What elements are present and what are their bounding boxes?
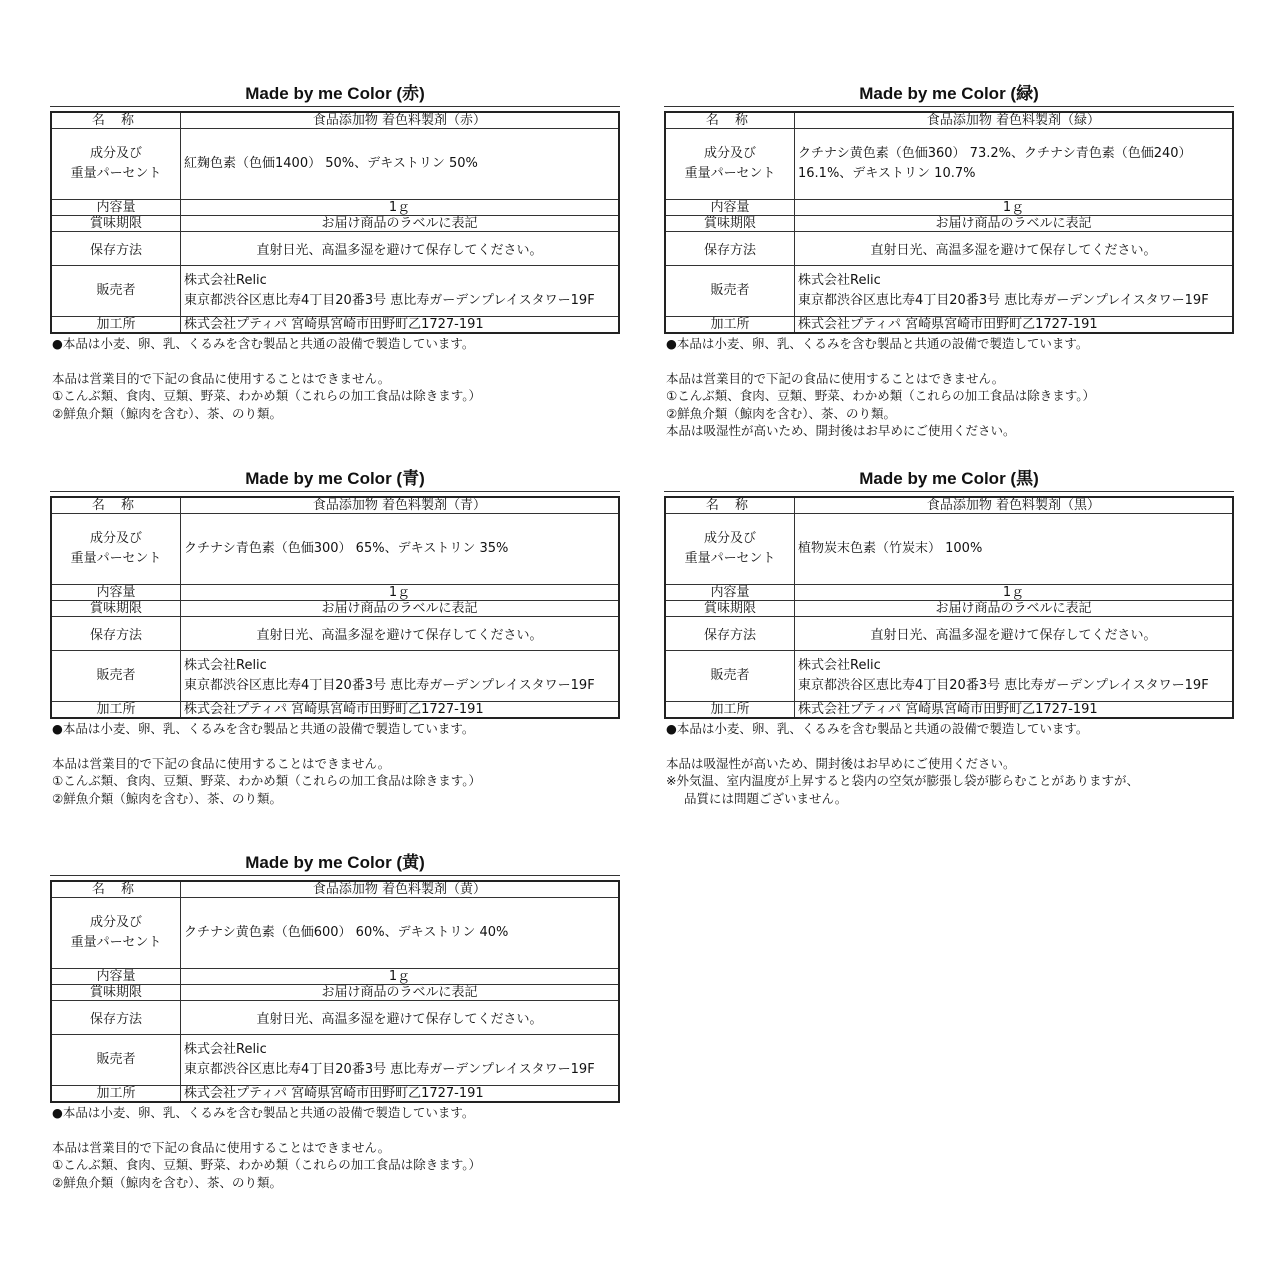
label-content: 内容量: [665, 585, 795, 601]
label-name: 名 称: [665, 497, 795, 514]
content-value: 1ｇ: [795, 585, 1234, 601]
composition-value: クチナシ黄色素（色価360） 73.2%、クチナシ青色素（色価240） 16.1%、デキストリン 10.7%: [795, 129, 1234, 200]
panel-green: [664, 83, 1234, 440]
content-value: 1ｇ: [181, 200, 620, 216]
usage-note: ②鮮魚介類（鯨肉を含む）、茶、のり類。: [52, 790, 282, 806]
processor-value: 株式会社プティパ 宮崎県宮崎市田野町乙1727-191: [181, 702, 620, 719]
content-value: 1ｇ: [795, 200, 1234, 216]
label-seller: 販売者: [51, 266, 181, 317]
name-value: 食品添加物 着色料製剤（黒）: [795, 497, 1234, 514]
processor-value: 株式会社プティパ 宮崎県宮崎市田野町乙1727-191: [181, 1086, 620, 1103]
usage-note: ②鮮魚介類（鯨肉を含む）、茶、のり類。: [52, 1174, 282, 1190]
expiry-value: お届け商品のラベルに表記: [181, 601, 620, 617]
allergen-note: ●本品は小麦、卵、乳、くるみを含む製品と共通の設備で製造しています。: [52, 1105, 475, 1120]
notes: [50, 335, 620, 422]
label-processor: 加工所: [51, 702, 181, 719]
panel-yellow: [50, 852, 620, 1191]
label-storage: 保存方法: [51, 617, 181, 651]
composition-value: 紅麹色素（色価1400） 50%、デキストリン 50%: [181, 129, 620, 200]
label-processor: 加工所: [51, 317, 181, 334]
usage-note: 本品は営業目的で下記の食品に使用することはできません。: [52, 370, 391, 386]
name-value: 食品添加物 着色料製剤（青）: [181, 497, 620, 514]
processor-value: 株式会社プティパ 宮崎県宮崎市田野町乙1727-191: [795, 702, 1234, 719]
panel-title: Made by me Color (緑): [664, 83, 1234, 107]
allergen-note: ●本品は小麦、卵、乳、くるみを含む製品と共通の設備で製造しています。: [666, 721, 1089, 736]
composition-value: クチナシ青色素（色価300） 65%、デキストリン 35%: [181, 514, 620, 585]
panel-black: [664, 468, 1234, 807]
allergen-note: ●本品は小麦、卵、乳、くるみを含む製品と共通の設備で製造しています。: [52, 721, 475, 736]
storage-value: 直射日光、高温多湿を避けて保存してください。: [181, 232, 620, 266]
spec-table: [50, 111, 620, 334]
label-name: 名 称: [665, 112, 795, 129]
composition-value: クチナシ黄色素（色価600） 60%、デキストリン 40%: [181, 898, 620, 969]
name-value: 食品添加物 着色料製剤（緑）: [795, 112, 1234, 129]
usage-note: 本品は営業目的で下記の食品に使用することはできません。: [52, 1139, 391, 1155]
label-name: 名 称: [51, 497, 181, 514]
panel-title: Made by me Color (青): [50, 468, 620, 492]
label-processor: 加工所: [51, 1086, 181, 1103]
label-name: 名 称: [51, 112, 181, 129]
notes: [50, 720, 620, 807]
label-storage: 保存方法: [51, 232, 181, 266]
processor-value: 株式会社プティパ 宮崎県宮崎市田野町乙1727-191: [795, 317, 1234, 334]
notes: [50, 1104, 620, 1191]
storage-value: 直射日光、高温多湿を避けて保存してください。: [181, 1001, 620, 1035]
label-composition: 成分及び 重量パーセント: [51, 129, 181, 200]
label-expiry: 賞味期限: [51, 216, 181, 232]
label-storage: 保存方法: [665, 232, 795, 266]
allergen-note: ●本品は小麦、卵、乳、くるみを含む製品と共通の設備で製造しています。: [52, 336, 475, 351]
label-expiry: 賞味期限: [665, 601, 795, 617]
content-value: 1ｇ: [181, 585, 620, 601]
panel-title: Made by me Color (赤): [50, 83, 620, 107]
seller-value: 株式会社Relic 東京都渋谷区恵比寿4丁目20番3号 恵比寿ガーデンプレイスタワー19F: [181, 266, 620, 317]
storage-value: 直射日光、高温多湿を避けて保存してください。: [795, 617, 1234, 651]
label-seller: 販売者: [665, 651, 795, 702]
processor-value: 株式会社プティパ 宮崎県宮崎市田野町乙1727-191: [181, 317, 620, 334]
label-expiry: 賞味期限: [665, 216, 795, 232]
composition-value: 植物炭末色素（竹炭末） 100%: [795, 514, 1234, 585]
label-processor: 加工所: [665, 702, 795, 719]
expiry-value: お届け商品のラベルに表記: [181, 985, 620, 1001]
name-value: 食品添加物 着色料製剤（黄）: [181, 881, 620, 898]
panel-blue: [50, 468, 620, 807]
content-value: 1ｇ: [181, 969, 620, 985]
panel-title: Made by me Color (黄): [50, 852, 620, 876]
label-name: 名 称: [51, 881, 181, 898]
expiry-value: お届け商品のラベルに表記: [795, 216, 1234, 232]
label-storage: 保存方法: [665, 617, 795, 651]
expansion-note: 品質には問題ございません。: [684, 790, 848, 806]
label-content: 内容量: [665, 200, 795, 216]
label-composition: 成分及び 重量パーセント: [665, 514, 795, 585]
notes: [664, 335, 1234, 440]
label-processor: 加工所: [665, 317, 795, 334]
label-storage: 保存方法: [51, 1001, 181, 1035]
expansion-note: ※外気温、室内温度が上昇すると袋内の空気が膨張し袋が膨らむことがありますが、: [666, 773, 1139, 788]
label-expiry: 賞味期限: [51, 601, 181, 617]
storage-value: 直射日光、高温多湿を避けて保存してください。: [181, 617, 620, 651]
allergen-note: ●本品は小麦、卵、乳、くるみを含む製品と共通の設備で製造しています。: [666, 336, 1089, 351]
panel-title: Made by me Color (黒): [664, 468, 1234, 492]
usage-note: ①こんぶ類、食肉、豆類、野菜、わかめ類（これらの加工食品は除きます。）: [52, 1157, 481, 1172]
label-composition: 成分及び 重量パーセント: [665, 129, 795, 200]
seller-value: 株式会社Relic 東京都渋谷区恵比寿4丁目20番3号 恵比寿ガーデンプレイスタワー19F: [181, 1035, 620, 1086]
usage-note: ①こんぶ類、食肉、豆類、野菜、わかめ類（これらの加工食品は除きます。）: [52, 773, 481, 788]
label-seller: 販売者: [51, 1035, 181, 1086]
label-seller: 販売者: [665, 266, 795, 317]
storage-value: 直射日光、高温多湿を避けて保存してください。: [795, 232, 1234, 266]
spec-table: [664, 496, 1234, 719]
usage-note: ②鮮魚介類（鯨肉を含む）、茶、のり類。: [52, 405, 282, 421]
label-content: 内容量: [51, 969, 181, 985]
label-expiry: 賞味期限: [51, 985, 181, 1001]
seller-value: 株式会社Relic 東京都渋谷区恵比寿4丁目20番3号 恵比寿ガーデンプレイスタワー19F: [795, 266, 1234, 317]
label-seller: 販売者: [51, 651, 181, 702]
usage-note: ②鮮魚介類（鯨肉を含む）、茶、のり類。: [666, 405, 896, 421]
name-value: 食品添加物 着色料製剤（赤）: [181, 112, 620, 129]
expiry-value: お届け商品のラベルに表記: [181, 216, 620, 232]
usage-note: 本品は営業目的で下記の食品に使用することはできません。: [666, 370, 1005, 386]
humidity-note: 本品は吸湿性が高いため、開封後はお早めにご使用ください。: [666, 423, 1016, 438]
notes: [664, 720, 1234, 807]
label-composition: 成分及び 重量パーセント: [51, 514, 181, 585]
spec-table: [664, 111, 1234, 334]
spec-table: [50, 880, 620, 1103]
label-composition: 成分及び 重量パーセント: [51, 898, 181, 969]
spec-table: [50, 496, 620, 719]
expiry-value: お届け商品のラベルに表記: [795, 601, 1234, 617]
usage-note: 本品は営業目的で下記の食品に使用することはできません。: [52, 755, 391, 771]
panel-red: [50, 83, 620, 422]
label-content: 内容量: [51, 585, 181, 601]
seller-value: 株式会社Relic 東京都渋谷区恵比寿4丁目20番3号 恵比寿ガーデンプレイスタワー19F: [795, 651, 1234, 702]
humidity-note: 本品は吸湿性が高いため、開封後はお早めにご使用ください。: [666, 755, 1016, 771]
seller-value: 株式会社Relic 東京都渋谷区恵比寿4丁目20番3号 恵比寿ガーデンプレイスタワー19F: [181, 651, 620, 702]
label-content: 内容量: [51, 200, 181, 216]
usage-note: ①こんぶ類、食肉、豆類、野菜、わかめ類（これらの加工食品は除きます。）: [52, 388, 481, 403]
usage-note: ①こんぶ類、食肉、豆類、野菜、わかめ類（これらの加工食品は除きます。）: [666, 388, 1095, 403]
